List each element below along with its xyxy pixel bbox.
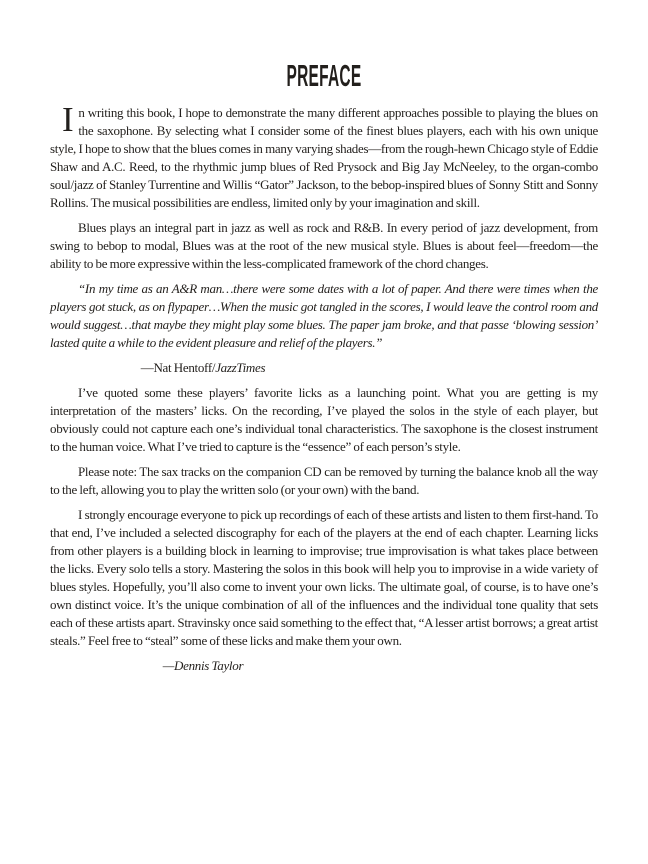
preface-body: [50, 100, 598, 675]
paragraph-encourage: I strongly encourage everyone to pick up recordings of each of these artists and listen to them first-hand. To that end, I’ve included a selected discography for each of the players at the end of each chapter. Learning licks from other players is a building block in learning to improvise; true improvisation is what takes place between the licks. Every solo tells a story. Mastering the solos in this book will help you to improvise in a wide variety of blues styles. Hopefully, you’ll also come to invent your own licks. The ultimate goal, of course, is to have one’s own distinct voice. It’s the unique combination of all of the influences and the individual tone quality that sets each of these artists apart. Stravinsky once said something to the effect that, “A lesser artist borrows; a great artist steals.” Feel free to “steal” some of these licks and make them your own.: [50, 507, 598, 648]
quote-attribution: [50, 359, 356, 377]
page-title-text: PREFACE: [286, 58, 362, 93]
page-title: [0, 57, 648, 94]
paragraph-blues-role: Blues plays an integral part in jazz as well as rock and R&B. In every period of jazz development, from swing to bebop to modal, Blues was at the root of the new musical style. Blues is about feel—freedom—the ability to be more expressive within the less-complicated framework of the chord changes.: [50, 220, 598, 271]
quote-block: “In my time as an A&R man…there were some dates with a lot of paper. And there were times when the players got stuck, as on flypaper…When the music got tangled in the scores, I would leave the control room and would suggest…that maybe they might play some blues. The paper jam broke, and that passe ‘blowing session’ lasted quite a while to the evident pleasure and relief of the players.”: [50, 281, 598, 350]
paragraph-licks: I’ve quoted some these players’ favorite licks as a launching point. What you are getting is my interpretation of the masters’ licks. On the recording, I’ve played the solos in the style of each player, but obviously could not capture each one’s individual tonal characteristics. The saxophone is the closest instrument to the human voice. What I’ve tried to capture is the “essence” of each person’s style.: [50, 385, 598, 454]
quote-attribution-source: JazzTimes: [215, 360, 266, 375]
paragraph-intro: [50, 100, 598, 212]
paragraph-please-note: Please note: The sax tracks on the companion CD can be removed by turning the balance knob all the way to the left, allowing you to play the written solo (or your own) with the band.: [50, 464, 598, 497]
author-signature: —Dennis Taylor: [162, 658, 244, 673]
paragraph-intro-text: n writing this book, I hope to demonstrate the many different approaches possible to playing the blues on the saxophone. By selecting what I consider some of the finest blues players, each with his own unique style, I hope to show that the blues comes in many varying shades—from the rough-hewn Chicago style of Eddie Shaw and A.C. Reed, to the rhythmic jump blues of Red Prysock and Big Jay McNeeley, to the organ-combo soul/jazz of Stanley Turrentine and Willis “Gator” Jackson, to the bebop-inspired blues of Sonny Stitt and Sonny Rollins. The musical possibilities are endless, limited only by your imagination and skill.: [50, 105, 598, 210]
drop-cap: I: [62, 100, 74, 139]
quote-attribution-name: —Nat Hentoff/: [140, 360, 216, 375]
